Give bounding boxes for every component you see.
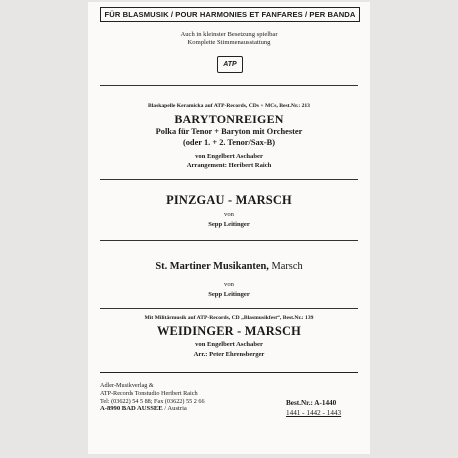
divider: [100, 240, 358, 241]
composer: von Engelbert Aschaber: [195, 341, 263, 348]
publisher-block: [100, 382, 205, 413]
publisher-address: A-8990 BAD AUSSEE / Austria: [100, 405, 187, 413]
publisher-phone: Tel: (03622) 54 5 88; Fax (03622) 55 2 66: [100, 397, 205, 405]
publisher-studio: ATP-Records Tonstudio Heribert Raich: [100, 389, 198, 397]
von-label: von: [224, 281, 234, 288]
divider: [100, 85, 358, 86]
divider: [100, 179, 358, 180]
sheet-music-cover: [88, 2, 370, 454]
piece-title: PINZGAU - MARSCH: [166, 193, 292, 207]
piece-title: BARYTONREIGEN: [174, 112, 284, 126]
recording-info: Mit Militärmusik auf ATP-Records, CD „Blasmusikfest“, Best.Nr.: 139: [144, 315, 314, 321]
piece-subtitle-alt: (oder 1. + 2. Tenor/Sax-B): [182, 138, 276, 147]
playability-note: Auch in kleinster Besetzung spielbar: [180, 31, 278, 38]
atp-logo: ATP: [217, 56, 243, 73]
parts-note: Komplette Stimmenausstattung: [187, 39, 271, 46]
piece-title: St. Martiner Musikanten, Marsch: [155, 261, 303, 272]
arranger: Arr.: Peter Ehrensberger: [193, 351, 265, 358]
order-number: Best.Nr.: A-1440: [286, 399, 337, 407]
composer: Sepp Leitinger: [208, 291, 250, 298]
von-label: von: [224, 211, 234, 218]
instrumentation-banner: FÜR BLASMUSIK / POUR HARMONIES ET FANFARES / PER BANDA: [100, 7, 360, 22]
arranger: Arrangement: Heribert Raich: [186, 162, 272, 169]
piece-title: WEIDINGER - MARSCH: [156, 324, 302, 338]
publisher-name: Adler-Musikverlag &: [100, 382, 154, 389]
piece-subtitle: Polka für Tenor + Baryton mit Orchester: [155, 127, 303, 136]
catalog-numbers: 1441 - 1442 - 1443: [286, 409, 342, 417]
recording-info: Blaskapelle Keramicka auf ATP-Records, CDs + MCs, Best.Nr.: 213: [148, 103, 310, 109]
composer: von Engelbert Aschaber: [195, 153, 263, 160]
composer: Sepp Leitinger: [208, 221, 250, 228]
footer-divider: [100, 372, 358, 373]
divider: [100, 308, 358, 309]
